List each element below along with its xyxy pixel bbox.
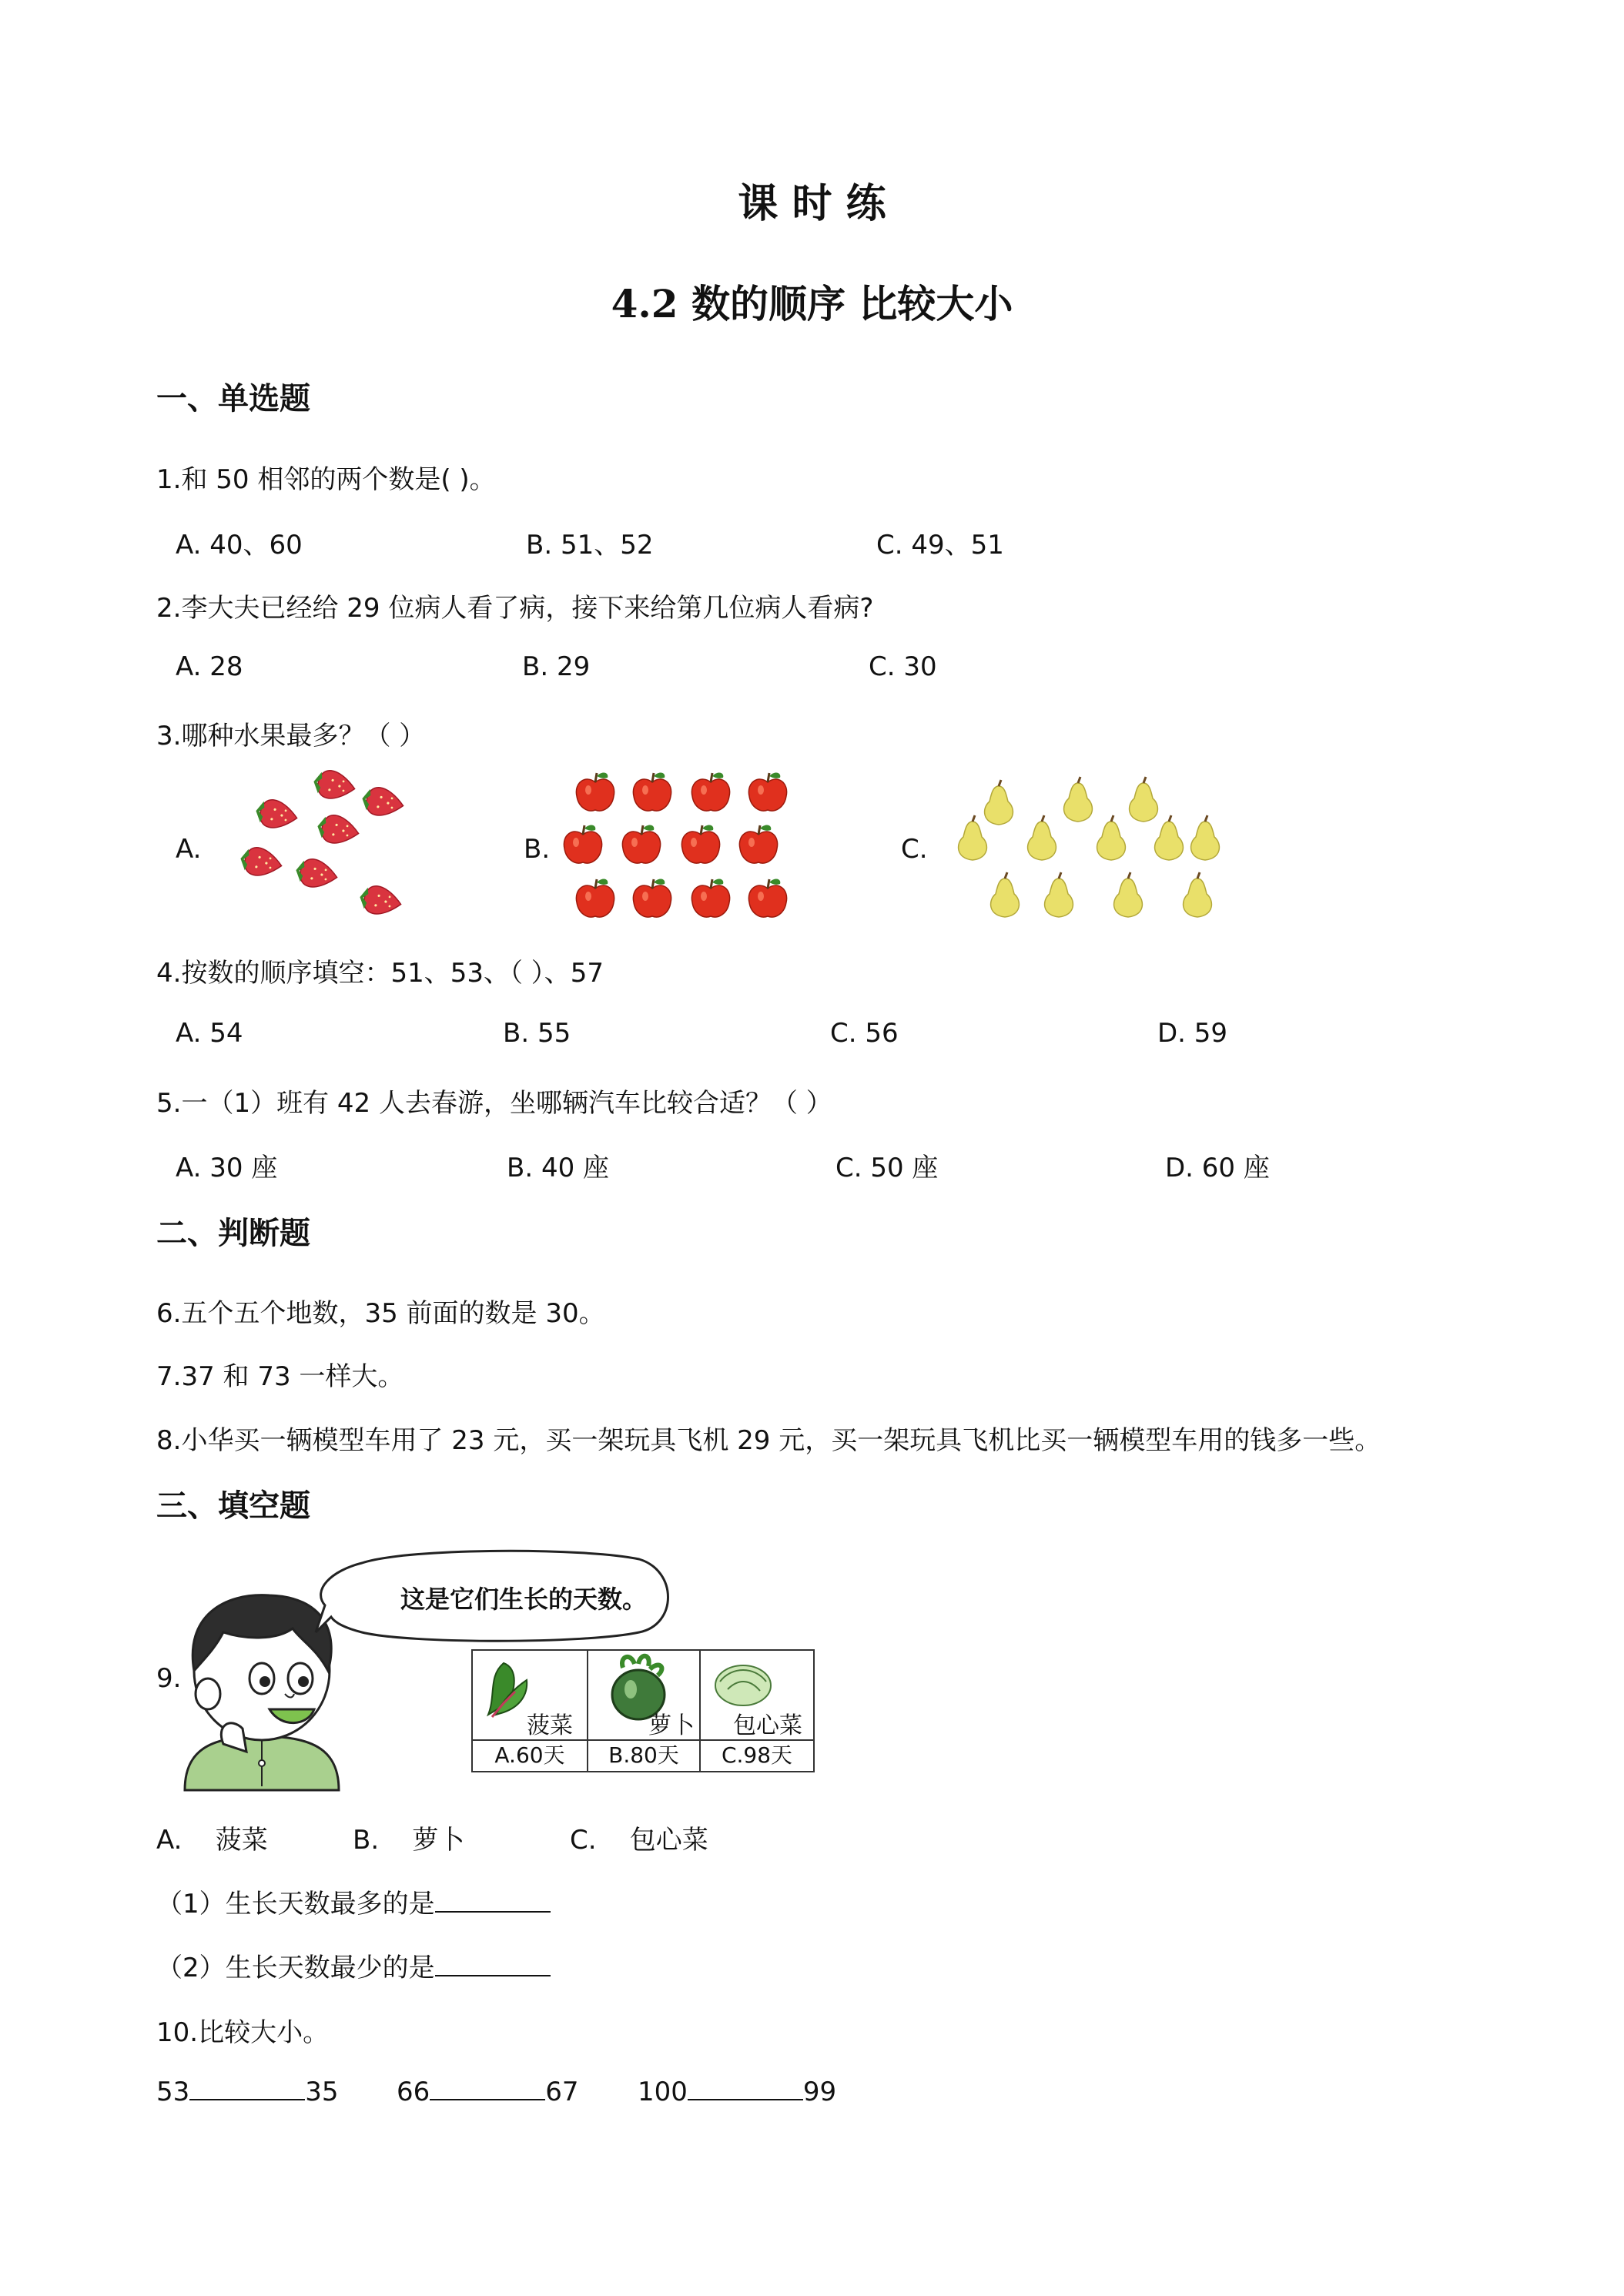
answer-blank[interactable] (189, 2076, 305, 2100)
q4-option-b[interactable]: B. 55 (503, 1018, 571, 1049)
cabbage-image (712, 1658, 774, 1709)
vegetable-name-radish: 萝卜 (648, 1712, 695, 1739)
question-4: 4.按数的顺序填空：51、53、（ ）、57 (156, 958, 604, 989)
pear (959, 815, 987, 860)
compare-pair-3 (638, 2076, 836, 2107)
pear (1097, 815, 1126, 860)
section-heading-single-choice: 一、单选题 (156, 381, 310, 417)
days-cell-a: A.60天 (473, 1741, 588, 1772)
strawberry (357, 883, 403, 918)
page-title: 课 时 练 (738, 180, 886, 227)
q1-option-a[interactable]: A. 40、60 (176, 530, 303, 561)
question-6: 6.五个五个地数，35 前面的数是 30。 (156, 1298, 605, 1329)
q4-option-d[interactable]: D. 59 (1157, 1018, 1228, 1049)
q1-option-b[interactable]: B. 51、52 (526, 530, 654, 561)
strawberry (360, 785, 405, 819)
q4-option-c[interactable]: C. 56 (830, 1018, 899, 1049)
pear (1191, 815, 1220, 860)
answer-blank[interactable] (688, 2076, 803, 2100)
compare-pair-2 (397, 2076, 579, 2107)
apple (576, 879, 614, 918)
q3-option-c[interactable]: C. (901, 834, 928, 865)
vegetable-table (471, 1649, 815, 1772)
pears-image (951, 774, 1228, 928)
question-2: 2.李大夫已经给 29 位病人看了病，接下来给第几位病人看病? (156, 593, 874, 624)
apple (633, 773, 671, 812)
vegetable-cell-cabbage (701, 1651, 813, 1739)
q5-option-c[interactable]: C. 50 座 (835, 1153, 939, 1183)
question-1: 1.和 50 相邻的两个数是( )。 (156, 464, 496, 495)
strawberry (293, 856, 339, 891)
strawberry (238, 845, 283, 879)
apple (748, 773, 786, 812)
apple (748, 879, 786, 918)
section-heading-fill-blank: 三、填空题 (156, 1488, 310, 1524)
pear (1130, 777, 1158, 822)
answer-blank[interactable] (435, 1888, 551, 1913)
q9-subquestion-1 (156, 1883, 551, 1920)
q1-option-c[interactable]: C. 49、51 (876, 530, 1004, 561)
q2-option-b[interactable]: B. 29 (522, 651, 591, 682)
q9-subquestion-2-text: （2）生长天数最少的是 (156, 1953, 435, 1983)
compare-pair-1 (156, 2076, 339, 2107)
q2-option-c[interactable]: C. 30 (869, 651, 937, 682)
q9-option-b[interactable]: B. 萝卜 (353, 1825, 465, 1856)
q3-option-a[interactable]: A. (176, 834, 202, 865)
apple (691, 879, 729, 918)
q9-option-c[interactable]: C. 包心菜 (570, 1825, 708, 1856)
apple (622, 825, 660, 864)
question-3: 3.哪种水果最多？（ ） (156, 721, 426, 751)
compare-left: 100 (638, 2077, 688, 2107)
apple (564, 825, 601, 864)
answer-blank[interactable] (430, 2076, 545, 2100)
compare-left: 66 (397, 2077, 430, 2107)
pear (1028, 815, 1056, 860)
compare-right: 35 (305, 2077, 339, 2107)
vegetable-name-cabbage: 包心菜 (733, 1712, 802, 1739)
q3-option-b[interactable]: B. (524, 834, 551, 865)
compare-right: 67 (545, 2077, 579, 2107)
vegetable-cell-radish (588, 1651, 701, 1739)
question-9-number: 9. (156, 1663, 182, 1694)
q2-option-a[interactable]: A. 28 (176, 651, 243, 682)
compare-left: 53 (156, 2077, 190, 2107)
q9-subquestion-1-text: （1）生长天数最多的是 (156, 1889, 435, 1919)
pear (991, 872, 1020, 917)
question-8: 8.小华买一辆模型车用了 23 元，买一架玩具飞机 29 元，买一架玩具飞机比买一辆模型车用的钱多一些。 (156, 1425, 1381, 1456)
vegetable-cell-spinach (473, 1651, 588, 1739)
compare-right: 99 (802, 2077, 837, 2107)
pear (1114, 872, 1143, 917)
q5-option-b[interactable]: B. 40 座 (507, 1153, 610, 1183)
days-cell-b: B.80天 (588, 1741, 701, 1772)
pear (1155, 815, 1184, 860)
pear (1184, 872, 1212, 917)
apples-image (566, 762, 797, 928)
question-7: 7.37 和 73 一样大。 (156, 1361, 404, 1392)
apple (739, 825, 777, 864)
question-5: 5.一（1）班有 42 人去春游，坐哪辆汽车比较合适？（ ） (156, 1088, 832, 1119)
strawberry (311, 768, 357, 802)
pear (1064, 777, 1093, 822)
section-heading-true-false: 二、判断题 (156, 1216, 310, 1251)
vegetable-name-spinach: 菠菜 (527, 1712, 573, 1739)
strawberries-image (223, 762, 424, 928)
speech-bubble-text: 这是它们生长的天数。 (400, 1585, 648, 1614)
answer-blank[interactable] (435, 1952, 551, 1976)
q4-option-a[interactable]: A. 54 (176, 1018, 243, 1049)
days-row (473, 1739, 813, 1771)
strawberry (253, 797, 299, 832)
days-cell-c: C.98天 (721, 1742, 793, 1768)
apple (681, 825, 719, 864)
pear (1045, 872, 1073, 917)
apple (633, 879, 671, 918)
q9-option-a[interactable]: A. 菠菜 (156, 1825, 268, 1856)
apple (576, 773, 614, 812)
apple (691, 773, 729, 812)
pear (985, 780, 1013, 825)
q5-option-d[interactable]: D. 60 座 (1165, 1153, 1270, 1183)
q5-option-a[interactable]: A. 30 座 (176, 1153, 278, 1183)
strawberry (315, 812, 360, 847)
q9-subquestion-2 (156, 1946, 551, 1984)
page-subtitle: 4.2 数的顺序 比较大小 (611, 281, 1013, 326)
question-10: 10.比较大小。 (156, 2017, 330, 2048)
